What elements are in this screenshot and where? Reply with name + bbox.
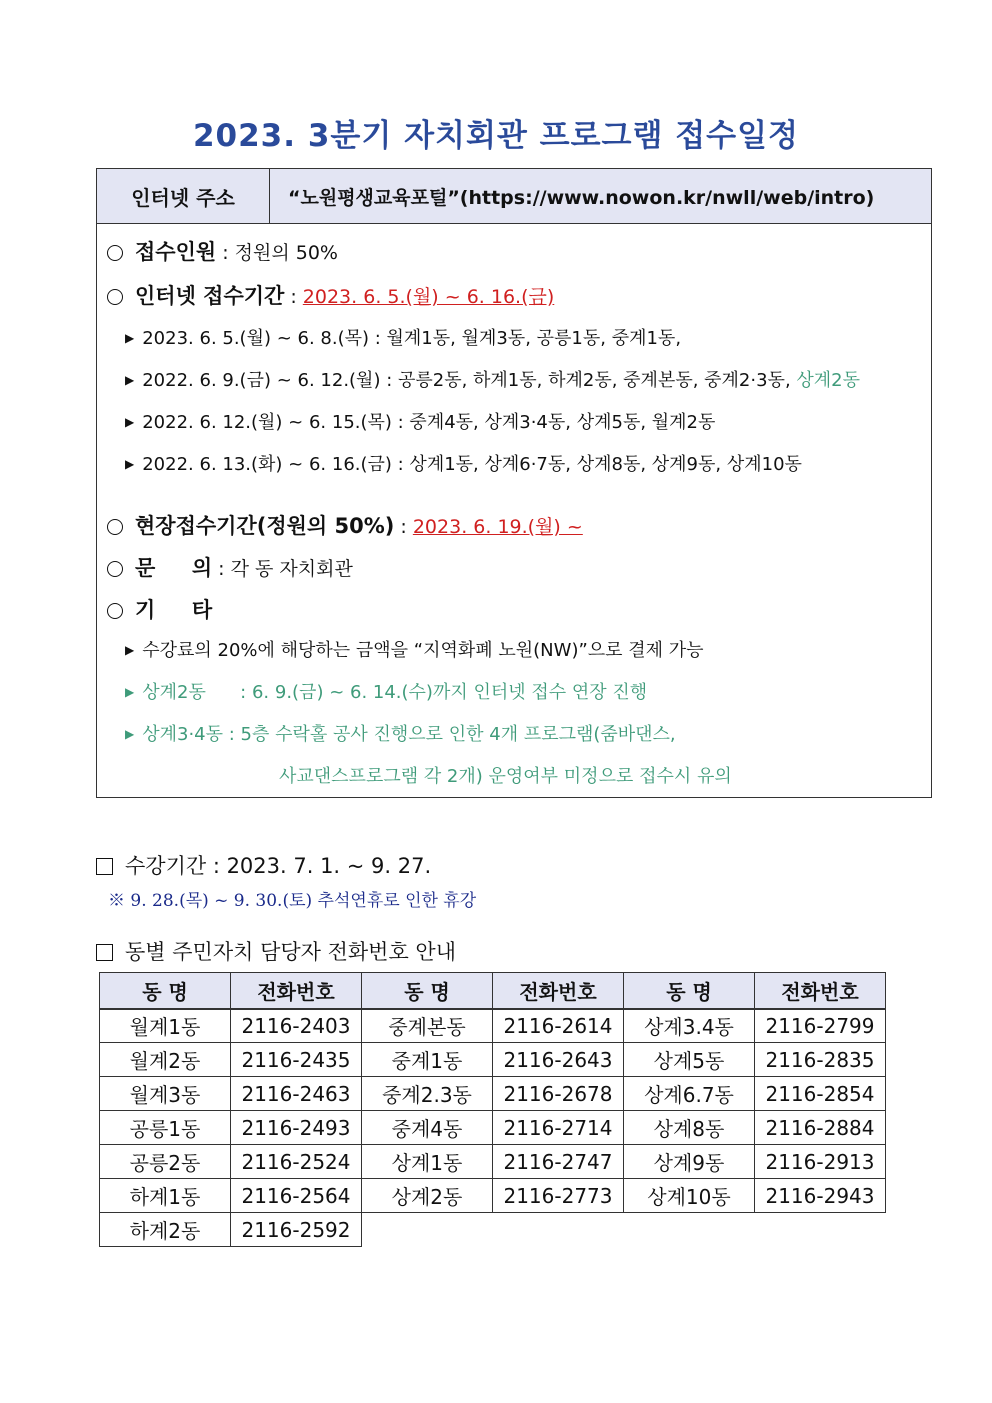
table-cell: 2116-2643: [493, 1043, 624, 1077]
column-header: 전화번호: [755, 973, 886, 1009]
inquiry-line: [107, 552, 353, 582]
table-cell: 중계1동: [362, 1043, 493, 1077]
inquiry-value: 각 동 자치회관: [230, 558, 353, 580]
table-cell: 하계1동: [100, 1179, 231, 1213]
table-cell: 2116-2614: [493, 1009, 624, 1043]
table-cell: 공릉1동: [100, 1111, 231, 1145]
triangle-bullet-icon: ▶: [125, 727, 135, 741]
triangle-bullet-icon: ▶: [125, 457, 135, 471]
empty-cell: [624, 1213, 755, 1247]
internet-address-label: 인터넷 주소: [97, 169, 270, 223]
quota-line: [107, 236, 338, 266]
table-row: [100, 1213, 886, 1247]
quota-value: 정원의 50%: [234, 242, 338, 264]
table-cell: 중계본동: [362, 1009, 493, 1043]
etc-item: [125, 636, 704, 662]
table-cell: 2116-2854: [755, 1077, 886, 1111]
table-cell: 중계4동: [362, 1111, 493, 1145]
contacts-heading: [96, 936, 456, 966]
table-cell: 상계8동: [624, 1111, 755, 1145]
onsite-period-line: [107, 510, 583, 540]
table-cell: 중계2.3동: [362, 1077, 493, 1111]
schedule-line: [125, 324, 681, 350]
table-cell: 월계3동: [100, 1077, 231, 1111]
table-row: [100, 1145, 886, 1179]
onsite-period-value: 2023. 6. 19.(월) ~: [412, 516, 583, 538]
table-cell: 2116-2835: [755, 1043, 886, 1077]
online-period-label: 인터넷 접수기간: [135, 284, 285, 308]
page-title: 2023. 3분기 자치회관 프로그램 접수일정: [192, 118, 800, 154]
table-cell: 2116-2747: [493, 1145, 624, 1179]
table-cell: 2116-2403: [231, 1009, 362, 1043]
contacts-heading-text: 동별 주민자치 담당자 전화번호 안내: [125, 940, 456, 964]
table-cell: 2116-2564: [231, 1179, 362, 1213]
column-header: 전화번호: [493, 973, 624, 1009]
contacts-table: [99, 972, 886, 1247]
table-row: [100, 1111, 886, 1145]
empty-cell: [493, 1213, 624, 1247]
table-cell: 2116-2913: [755, 1145, 886, 1179]
table-cell: 월계2동: [100, 1043, 231, 1077]
schedule-line: [125, 450, 802, 476]
square-bullet-icon: [96, 944, 113, 961]
online-period-sep: :: [284, 286, 303, 308]
circle-bullet-icon: [107, 603, 123, 619]
column-header: 전화번호: [231, 973, 362, 1009]
online-period-line: [107, 280, 554, 310]
internet-address-value: “노원평생교육포털”(https://www.nowon.kr/nwll/web/intro): [288, 186, 875, 209]
table-cell: 월계1동: [100, 1009, 231, 1043]
triangle-bullet-icon: ▶: [125, 373, 135, 387]
column-header: 동 명: [100, 973, 231, 1009]
table-cell: 상계3.4동: [624, 1009, 755, 1043]
course-period-text: 수강기간 : 2023. 7. 1. ~ 9. 27.: [125, 854, 432, 878]
table-cell: 2116-2592: [231, 1213, 362, 1247]
table-cell: 2116-2678: [493, 1077, 624, 1111]
table-cell: 2116-2435: [231, 1043, 362, 1077]
schedule-line: [125, 366, 860, 392]
etc-item-text: 수강료의 20%에 해당하는 금액을 “지역화폐 노원(NW)”으로 결제 가능: [142, 640, 704, 661]
schedule-extra: 상계2동: [796, 370, 861, 391]
table-row: [100, 1043, 886, 1077]
schedule-text: 2023. 6. 5.(월) ~ 6. 8.(목) : 월계1동, 월계3동, 공릉1동, 중계1동,: [142, 328, 682, 349]
column-header: 동 명: [362, 973, 493, 1009]
table-cell: 2116-2493: [231, 1111, 362, 1145]
table-cell: 상계5동: [624, 1043, 755, 1077]
quota-sep: :: [216, 242, 235, 264]
column-header: 동 명: [624, 973, 755, 1009]
circle-bullet-icon: [107, 289, 123, 305]
inquiry-sep: :: [212, 558, 231, 580]
table-row: [100, 1009, 886, 1043]
holiday-note: ※ 9. 28.(목) ~ 9. 30.(토) 추석연휴로 인한 휴강: [108, 891, 477, 911]
schedule-text: 2022. 6. 9.(금) ~ 6. 12.(월) : 공릉2동, 하계1동, 하계2동, 중계본동, 중계2·3동,: [142, 370, 797, 391]
table-cell: 상계9동: [624, 1145, 755, 1179]
schedule-text: 2022. 6. 13.(화) ~ 6. 16.(금) : 상계1동, 상계6·7동, 상계8동, 상계9동, 상계10동: [142, 454, 802, 475]
table-cell: 상계6.7동: [624, 1077, 755, 1111]
table-cell: 2116-2799: [755, 1009, 886, 1043]
table-row: [100, 1179, 886, 1213]
square-bullet-icon: [96, 858, 113, 875]
etc-line: [107, 594, 212, 624]
table-cell: 상계1동: [362, 1145, 493, 1179]
onsite-period-label: 현장접수기간(정원의 50%): [135, 514, 395, 538]
triangle-bullet-icon: ▶: [125, 415, 135, 429]
circle-bullet-icon: [107, 519, 123, 535]
course-period: [96, 850, 431, 880]
etc-label: 기 타: [135, 598, 213, 622]
table-cell: 2116-2884: [755, 1111, 886, 1145]
etc-item: [125, 678, 647, 704]
schedule-text: 2022. 6. 12.(월) ~ 6. 15.(목) : 중계4동, 상계3·4동, 상계5동, 월계2동: [142, 412, 716, 433]
circle-bullet-icon: [107, 561, 123, 577]
etc-item-continued: 사교댄스프로그램 각 2개) 운영여부 미정으로 접수시 유의: [279, 766, 732, 787]
empty-cell: [362, 1213, 493, 1247]
table-header-row: [100, 973, 886, 1009]
triangle-bullet-icon: ▶: [125, 685, 135, 699]
table-cell: 하계2동: [100, 1213, 231, 1247]
etc-item-text: 상계3·4동 : 5층 수락홀 공사 진행으로 인한 4개 프로그램(줌바댄스,: [142, 724, 676, 745]
table-cell: 2116-2524: [231, 1145, 362, 1179]
quota-label: 접수인원: [135, 240, 217, 264]
onsite-period-sep: :: [394, 516, 413, 538]
triangle-bullet-icon: ▶: [125, 331, 135, 345]
table-cell: 2116-2463: [231, 1077, 362, 1111]
table-cell: 2116-2714: [493, 1111, 624, 1145]
etc-item: [125, 720, 676, 746]
inquiry-label: 문 의: [135, 556, 213, 580]
schedule-line: [125, 408, 715, 434]
table-cell: 상계2동: [362, 1179, 493, 1213]
info-box: [96, 168, 932, 798]
table-row: [100, 1077, 886, 1111]
internet-address-row: [97, 169, 931, 224]
empty-cell: [755, 1213, 886, 1247]
table-cell: 공릉2동: [100, 1145, 231, 1179]
table-cell: 2116-2773: [493, 1179, 624, 1213]
online-period-value: 2023. 6. 5.(월) ~ 6. 16.(금): [302, 286, 555, 308]
etc-item-text: 상계2동 : 6. 9.(금) ~ 6. 14.(수)까지 인터넷 접수 연장 진행: [142, 682, 648, 703]
circle-bullet-icon: [107, 245, 123, 261]
triangle-bullet-icon: ▶: [125, 643, 135, 657]
table-cell: 2116-2943: [755, 1179, 886, 1213]
table-cell: 상계10동: [624, 1179, 755, 1213]
